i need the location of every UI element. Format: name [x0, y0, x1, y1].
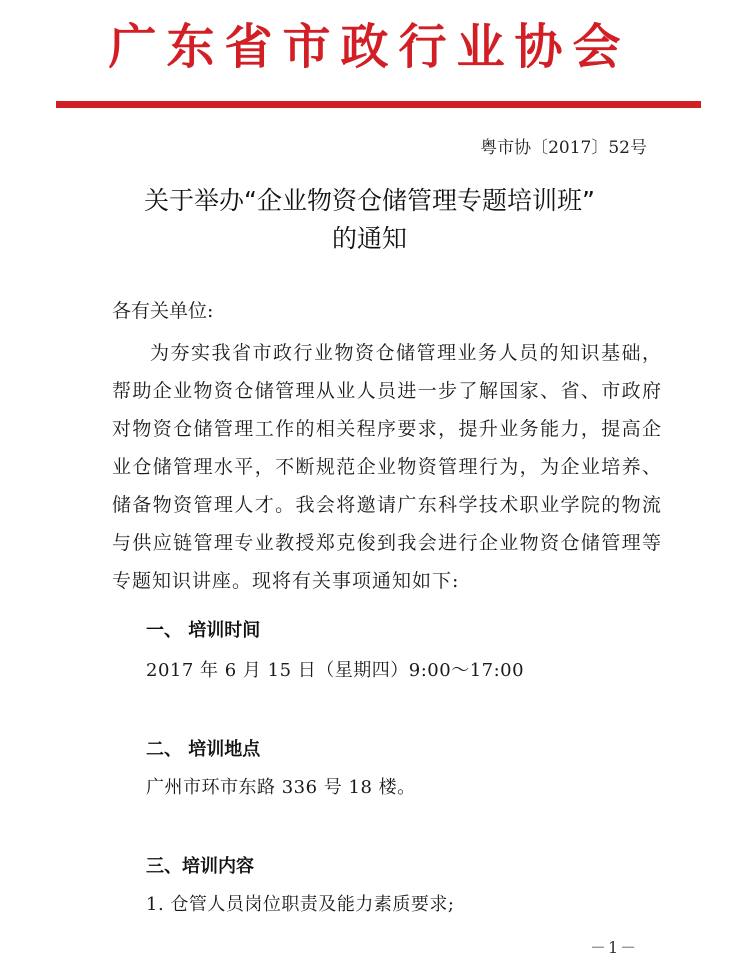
document-number: 粤市协〔2017〕52号: [480, 138, 647, 158]
section-heading-content: 三、培训内容: [146, 856, 254, 877]
document-title-line-2: 的通知: [331, 224, 407, 253]
organization-letterhead: 广东省市政行业协会: [108, 19, 631, 75]
section-heading-location: 二、 培训地点: [146, 739, 261, 760]
salutation: 各有关单位:: [112, 300, 214, 322]
page-number: －1－: [590, 938, 639, 957]
section-text-content-item-1: 1. 仓管人员岗位职责及能力素质要求;: [146, 894, 455, 915]
section-text-location: 广州市环市东路 336 号 18 楼。: [146, 777, 416, 798]
letterhead-red-rule: [56, 101, 701, 108]
document-title-line-1: 关于举办“企业物资仓储管理专题培训班”: [144, 186, 595, 215]
section-text-time: 2017 年 6 月 15 日（星期四）9:00～17:00: [146, 660, 525, 681]
body-paragraph: 为夯实我省市政行业物资仓储管理业务人员的知识基础，帮助企业物资仓储管理从业人员进一步了解国家、省、市政府对物资仓储管理工作的相关程序要求，提升业务能力，提高企业仓储管理水平，不断规范企业物资管理行为，为企业培养、储备物资管理人才。我会将邀请广东科学技术职业学院的物流与供应链管理专业教授郑克俊到我会进行企业物资仓储管理等专题知识讲座。现将有关事项通知如下:: [112, 342, 662, 592]
section-heading-time: 一、 培训时间: [146, 620, 261, 641]
document-title: [0, 182, 739, 258]
